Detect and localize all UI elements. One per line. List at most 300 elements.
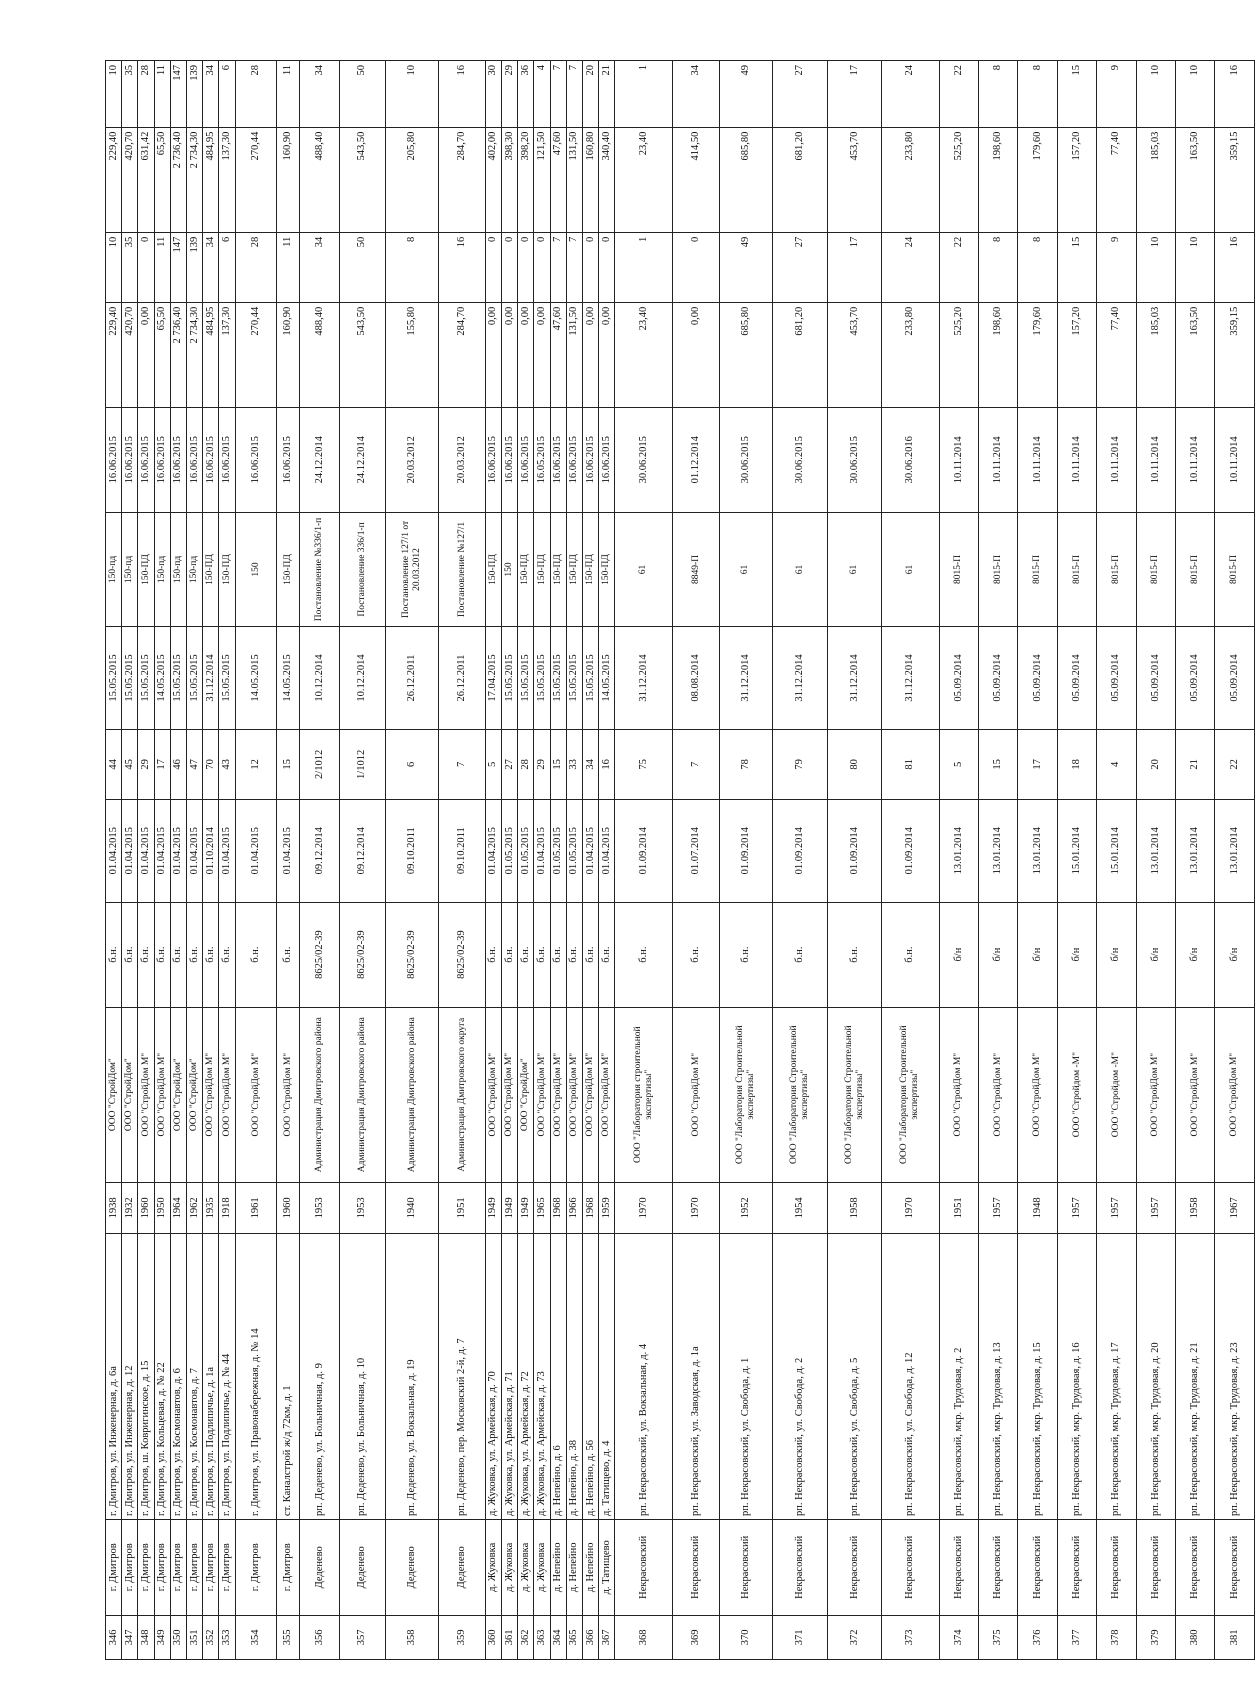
count-a-cell: 10 [1175,232,1214,302]
total-area-cell: 23,40 [615,127,673,232]
document-number-cell: 22 [1215,729,1255,799]
resolution-date-cell: 16.06.2015 [485,407,501,512]
document-date-cell: 05.09.2014 [1057,627,1096,730]
total-area-cell: 163,50 [1175,127,1214,232]
count-b-cell: 11 [154,61,170,128]
inn-cell: б.н. [719,902,772,1007]
table-row [106,61,122,1660]
settlement-cell: Некрасовский [772,1519,828,1615]
inn-cell: б.н. [828,902,881,1007]
total-area-cell: 205,80 [386,127,439,232]
document-number-cell: 44 [106,729,122,799]
owner-cell: ООО "СтройДом М" [673,1007,719,1182]
resolution-cell: 150-пд [106,512,122,626]
total-area-cell: 453,70 [828,127,881,232]
area-value-cell: 65,50 [154,302,170,407]
total-area-cell: 398,30 [501,127,517,232]
year-cell: 1967 [1215,1182,1255,1233]
document-number-cell: 70 [203,729,219,799]
table-row [615,61,673,1660]
resolution-cell: Постановление №336/1-п [300,512,339,626]
count-a-cell: 15 [1057,232,1096,302]
count-b-cell: 16 [1215,61,1255,128]
settlement-cell: г. Дмитров [277,1519,300,1615]
settlement-cell: Некрасовский [1215,1519,1255,1615]
row-number: 346 [106,1615,122,1659]
resolution-date-cell: 16.06.2015 [122,407,138,512]
start-date-cell: 01.05.2015 [566,799,582,902]
inn-cell: б/н [1215,902,1255,1007]
inn-cell: 8625/02-39 [339,902,385,1007]
total-area-cell: 484,95 [203,127,219,232]
owner-cell: ООО "СтройДом М" [277,1007,300,1182]
count-a-cell: 0 [582,232,598,302]
resolution-cell: 150-ПД [550,512,566,626]
area-value-cell: 163,50 [1175,302,1214,407]
resolution-cell: 61 [615,512,673,626]
address-cell: г. Дмитров, ул. Инженерная, д. 12 [122,1234,138,1520]
start-date-cell: 01.04.2015 [534,799,550,902]
count-b-cell: 15 [1057,61,1096,128]
year-cell: 1958 [828,1182,881,1233]
resolution-date-cell: 16.05.2015 [534,407,550,512]
document-number-cell: 16 [599,729,615,799]
count-a-cell: 50 [339,232,385,302]
housing-register-table [105,60,1255,1660]
resolution-date-cell: 16.06.2015 [235,407,277,512]
total-area-cell: 681,20 [772,127,828,232]
owner-cell: ООО "СтройДом М" [550,1007,566,1182]
resolution-cell: 150-ПД [138,512,154,626]
document-number-cell: 5 [485,729,501,799]
document-date-cell: 14.05.2015 [235,627,277,730]
row-number: 351 [187,1615,203,1659]
area-value-cell: 359,15 [1215,302,1255,407]
count-b-cell: 34 [203,61,219,128]
table-row [518,61,534,1660]
table-row [219,61,235,1660]
row-number: 368 [615,1615,673,1659]
resolution-cell: 150-ПД [534,512,550,626]
area-value-cell: 157,20 [1057,302,1096,407]
count-b-cell: 22 [939,61,978,128]
table-row [566,61,582,1660]
row-number: 361 [501,1615,517,1659]
resolution-date-cell: 30.06.2015 [828,407,881,512]
document-date-cell: 10.12.2014 [339,627,385,730]
settlement-cell: г. Дмитров [138,1519,154,1615]
address-cell: рп. Деденево, ул. Больничная, д. 10 [339,1234,385,1520]
count-a-cell: 8 [386,232,439,302]
resolution-date-cell: 16.06.2015 [566,407,582,512]
row-number: 359 [439,1615,485,1659]
owner-cell: ООО "СтройДом" [187,1007,203,1182]
count-a-cell: 0 [138,232,154,302]
count-b-cell: 6 [219,61,235,128]
settlement-cell: Некрасовский [1136,1519,1175,1615]
row-number: 369 [673,1615,719,1659]
owner-cell: ООО "Лаборатория строительной экспертизы" [615,1007,673,1182]
table-row [1215,61,1255,1660]
count-b-cell: 30 [485,61,501,128]
year-cell: 1961 [235,1182,277,1233]
count-a-cell: 147 [170,232,186,302]
settlement-cell: д. Непейно [550,1519,566,1615]
document-date-cell: 15.05.2015 [501,627,517,730]
document-number-cell: 46 [170,729,186,799]
owner-cell: ООО "СтройДом М" [979,1007,1018,1182]
area-value-cell: 198,60 [979,302,1018,407]
count-a-cell: 22 [939,232,978,302]
resolution-date-cell: 30.06.2016 [881,407,939,512]
count-a-cell: 8 [979,232,1018,302]
document-date-cell: 05.09.2014 [1018,627,1057,730]
document-number-cell: 27 [501,729,517,799]
inn-cell: б.н. [550,902,566,1007]
table-row [550,61,566,1660]
area-value-cell: 0,00 [138,302,154,407]
year-cell: 1954 [772,1182,828,1233]
count-b-cell: 28 [235,61,277,128]
year-cell: 1965 [534,1182,550,1233]
count-b-cell: 10 [1175,61,1214,128]
inn-cell: б/н [979,902,1018,1007]
table-row [772,61,828,1660]
table-row [719,61,772,1660]
total-area-cell: 121,50 [534,127,550,232]
year-cell: 1960 [138,1182,154,1233]
area-value-cell: 685,80 [719,302,772,407]
document-date-cell: 05.09.2014 [1136,627,1175,730]
address-cell: ст. Каналстрой ж/д 72км, д. 1 [277,1234,300,1520]
count-b-cell: 10 [1136,61,1175,128]
document-date-cell: 31.12.2014 [881,627,939,730]
resolution-cell: 8849-П [673,512,719,626]
resolution-cell: 8015-П [1215,512,1255,626]
settlement-cell: Некрасовский [673,1519,719,1615]
inn-cell: б.н. [154,902,170,1007]
document-date-cell: 17.04.2015 [485,627,501,730]
year-cell: 1952 [719,1182,772,1233]
resolution-cell: 150-ПД [277,512,300,626]
resolution-date-cell: 10.11.2014 [1175,407,1214,512]
count-b-cell: 139 [187,61,203,128]
document-number-cell: 29 [534,729,550,799]
document-date-cell: 31.12.2014 [719,627,772,730]
inn-cell: б.н. [235,902,277,1007]
count-a-cell: 24 [881,232,939,302]
row-number: 378 [1097,1615,1136,1659]
address-cell: рп. Некрасовский, мкр. Трудовая, д. 17 [1097,1234,1136,1520]
settlement-cell: г. Дмитров [106,1519,122,1615]
resolution-date-cell: 10.11.2014 [1057,407,1096,512]
count-b-cell: 27 [772,61,828,128]
start-date-cell: 01.04.2015 [187,799,203,902]
count-b-cell: 36 [518,61,534,128]
count-a-cell: 1 [615,232,673,302]
settlement-cell: д. Непейно [566,1519,582,1615]
resolution-date-cell: 10.11.2014 [979,407,1018,512]
total-area-cell: 65,50 [154,127,170,232]
inn-cell: б.н. [485,902,501,1007]
total-area-cell: 284,70 [439,127,485,232]
row-number: 367 [599,1615,615,1659]
inn-cell: б.н. [138,902,154,1007]
year-cell: 1968 [550,1182,566,1233]
count-b-cell: 50 [339,61,385,128]
year-cell: 1957 [1136,1182,1175,1233]
start-date-cell: 01.09.2014 [881,799,939,902]
resolution-date-cell: 16.06.2015 [277,407,300,512]
row-number: 370 [719,1615,772,1659]
document-date-cell: 15.05.2015 [518,627,534,730]
settlement-cell: Некрасовский [881,1519,939,1615]
count-b-cell: 10 [106,61,122,128]
document-number-cell: 81 [881,729,939,799]
row-number: 374 [939,1615,978,1659]
owner-cell: ООО "СтройДом М" [501,1007,517,1182]
start-date-cell: 09.12.2014 [300,799,339,902]
row-number: 355 [277,1615,300,1659]
document-number-cell: 15 [979,729,1018,799]
document-number-cell: 75 [615,729,673,799]
resolution-date-cell: 16.06.2015 [154,407,170,512]
count-b-cell: 49 [719,61,772,128]
owner-cell: ООО "СтройДом М" [582,1007,598,1182]
owner-cell: ООО "СтройДом" [122,1007,138,1182]
resolution-date-cell: 16.06.2015 [203,407,219,512]
resolution-date-cell: 16.06.2015 [518,407,534,512]
owner-cell: ООО "СтройДом" [106,1007,122,1182]
table-row [1136,61,1175,1660]
area-value-cell: 0,00 [673,302,719,407]
inn-cell: б.н. [277,902,300,1007]
count-b-cell: 34 [300,61,339,128]
document-number-cell: 5 [939,729,978,799]
count-b-cell: 21 [599,61,615,128]
table-row [828,61,881,1660]
table-row [1097,61,1136,1660]
resolution-cell: 61 [881,512,939,626]
inn-cell: б.н. [615,902,673,1007]
owner-cell: ООО "СтройДом М" [154,1007,170,1182]
resolution-cell: 150-ПД [518,512,534,626]
table-row [300,61,339,1660]
settlement-cell: Деденево [300,1519,339,1615]
resolution-date-cell: 20.03.2012 [386,407,439,512]
start-date-cell: 15.01.2014 [1097,799,1136,902]
resolution-cell: 8015-П [979,512,1018,626]
count-a-cell: 11 [154,232,170,302]
inn-cell: б.н. [534,902,550,1007]
settlement-cell: д. Татищево [599,1519,615,1615]
total-area-cell: 414,50 [673,127,719,232]
resolution-date-cell: 30.06.2015 [719,407,772,512]
area-value-cell: 23,40 [615,302,673,407]
start-date-cell: 01.04.2015 [235,799,277,902]
area-value-cell: 0,00 [582,302,598,407]
total-area-cell: 685,80 [719,127,772,232]
total-area-cell: 398,20 [518,127,534,232]
count-a-cell: 6 [219,232,235,302]
document-date-cell: 15.05.2015 [122,627,138,730]
owner-cell: Администрация Дмитровского округа [439,1007,485,1182]
document-date-cell: 31.12.2014 [772,627,828,730]
year-cell: 1964 [170,1182,186,1233]
start-date-cell: 15.01.2014 [1057,799,1096,902]
resolution-date-cell: 30.06.2015 [615,407,673,512]
document-number-cell: 80 [828,729,881,799]
address-cell: г. Дмитров, ул. Подлипичье, д. 1а [203,1234,219,1520]
year-cell: 1951 [939,1182,978,1233]
address-cell: рп. Некрасовский, мкр. Трудовая, д. 20 [1136,1234,1175,1520]
count-a-cell: 0 [599,232,615,302]
total-area-cell: 157,20 [1057,127,1096,232]
start-date-cell: 09.10.2011 [439,799,485,902]
row-number: 347 [122,1615,138,1659]
owner-cell: ООО "Стройдом -М" [1097,1007,1136,1182]
start-date-cell: 01.07.2014 [673,799,719,902]
address-cell: г. Дмитров, ул. Космонавтов, д. 6 [170,1234,186,1520]
resolution-date-cell: 10.11.2014 [1097,407,1136,512]
count-b-cell: 16 [439,61,485,128]
area-value-cell: 270,44 [235,302,277,407]
count-a-cell: 0 [518,232,534,302]
resolution-cell: Постановление №127/1 [439,512,485,626]
year-cell: 1953 [300,1182,339,1233]
settlement-cell: Некрасовский [615,1519,673,1615]
resolution-cell: 150-ПД [582,512,598,626]
document-number-cell: 20 [1136,729,1175,799]
inn-cell: б/н [1018,902,1057,1007]
address-cell: г. Дмитров, ул. Космонавтов, д. 7 [187,1234,203,1520]
area-value-cell: 0,00 [485,302,501,407]
document-number-cell: 17 [154,729,170,799]
row-number: 373 [881,1615,939,1659]
owner-cell: ООО "Лаборатория Строительной экспертизы" [772,1007,828,1182]
total-area-cell: 233,80 [881,127,939,232]
inn-cell: б.н. [599,902,615,1007]
start-date-cell: 01.05.2015 [550,799,566,902]
row-number: 362 [518,1615,534,1659]
settlement-cell: Некрасовский [1057,1519,1096,1615]
inn-cell: б.н. [170,902,186,1007]
total-area-cell: 270,44 [235,127,277,232]
resolution-date-cell: 20.03.2012 [439,407,485,512]
start-date-cell: 01.04.2015 [582,799,598,902]
area-value-cell: 0,00 [534,302,550,407]
document-date-cell: 15.05.2015 [138,627,154,730]
owner-cell: ООО "СтройДом М" [235,1007,277,1182]
table-row [501,61,517,1660]
table-row [187,61,203,1660]
address-cell: рп. Деденево, ул. Больничная, д. 9 [300,1234,339,1520]
settlement-cell: д. Жуковка [501,1519,517,1615]
owner-cell: Администрация Дмитровского района [386,1007,439,1182]
resolution-date-cell: 24.12.2014 [300,407,339,512]
count-b-cell: 7 [550,61,566,128]
inn-cell: б.н. [106,902,122,1007]
document-number-cell: 6 [386,729,439,799]
owner-cell: ООО "СтройДом М" [939,1007,978,1182]
area-value-cell: 453,70 [828,302,881,407]
resolution-cell: 150-ПД [203,512,219,626]
resolution-date-cell: 10.11.2014 [939,407,978,512]
year-cell: 1962 [187,1182,203,1233]
row-number: 350 [170,1615,186,1659]
resolution-date-cell: 10.11.2014 [1018,407,1057,512]
document-date-cell: 15.05.2015 [219,627,235,730]
inn-cell: б.н. [203,902,219,1007]
year-cell: 1953 [339,1182,385,1233]
settlement-cell: Некрасовский [1175,1519,1214,1615]
count-b-cell: 35 [122,61,138,128]
document-number-cell: 7 [439,729,485,799]
address-cell: рп. Некрасовский, мкр. Трудовая, д. 13 [979,1234,1018,1520]
resolution-date-cell: 16.06.2015 [170,407,186,512]
resolution-cell: 8015-П [1175,512,1214,626]
address-cell: г. Дмитров, ул. Кольцевая, д. № 22 [154,1234,170,1520]
settlement-cell: г. Дмитров [154,1519,170,1615]
start-date-cell: 01.05.2015 [518,799,534,902]
count-a-cell: 35 [122,232,138,302]
settlement-cell: Некрасовский [1097,1519,1136,1615]
count-b-cell: 4 [534,61,550,128]
table-row [599,61,615,1660]
document-number-cell: 34 [582,729,598,799]
row-number: 372 [828,1615,881,1659]
address-cell: рп. Некрасовский, мкр. Трудовая, д. 23 [1215,1234,1255,1520]
area-value-cell: 0,00 [518,302,534,407]
address-cell: рп. Некрасовский, ул. Свобода, д. 1 [719,1234,772,1520]
year-cell: 1948 [1018,1182,1057,1233]
address-cell: рп. Деденево, ул. Вокзальная, д. 19 [386,1234,439,1520]
settlement-cell: Некрасовский [979,1519,1018,1615]
count-b-cell: 10 [386,61,439,128]
count-a-cell: 9 [1097,232,1136,302]
total-area-cell: 543,50 [339,127,385,232]
total-area-cell: 77,40 [1097,127,1136,232]
year-cell: 1957 [979,1182,1018,1233]
address-cell: рп. Деденево, пер. Московский 2-й, д. 7 [439,1234,485,1520]
document-date-cell: 14.05.2015 [277,627,300,730]
total-area-cell: 47,60 [550,127,566,232]
start-date-cell: 13.01.2014 [1215,799,1255,902]
settlement-cell: д. Жуковка [534,1519,550,1615]
resolution-date-cell: 01.12.2014 [673,407,719,512]
address-cell: д. Непейно, д. 6 [550,1234,566,1520]
year-cell: 1949 [485,1182,501,1233]
area-value-cell: 160,90 [277,302,300,407]
settlement-cell: Деденево [439,1519,485,1615]
count-b-cell: 20 [582,61,598,128]
owner-cell: ООО "СтройДом" [170,1007,186,1182]
document-date-cell: 05.09.2014 [1215,627,1255,730]
table-row [203,61,219,1660]
document-date-cell: 26.12.2011 [386,627,439,730]
resolution-date-cell: 16.06.2015 [106,407,122,512]
document-date-cell: 15.05.2015 [534,627,550,730]
address-cell: рп. Некрасовский, ул. Вокзальная, д. 4 [615,1234,673,1520]
table-row [881,61,939,1660]
count-a-cell: 139 [187,232,203,302]
inn-cell: б.н. [673,902,719,1007]
count-a-cell: 34 [203,232,219,302]
total-area-cell: 185,03 [1136,127,1175,232]
row-number: 365 [566,1615,582,1659]
area-value-cell: 77,40 [1097,302,1136,407]
start-date-cell: 09.12.2014 [339,799,385,902]
